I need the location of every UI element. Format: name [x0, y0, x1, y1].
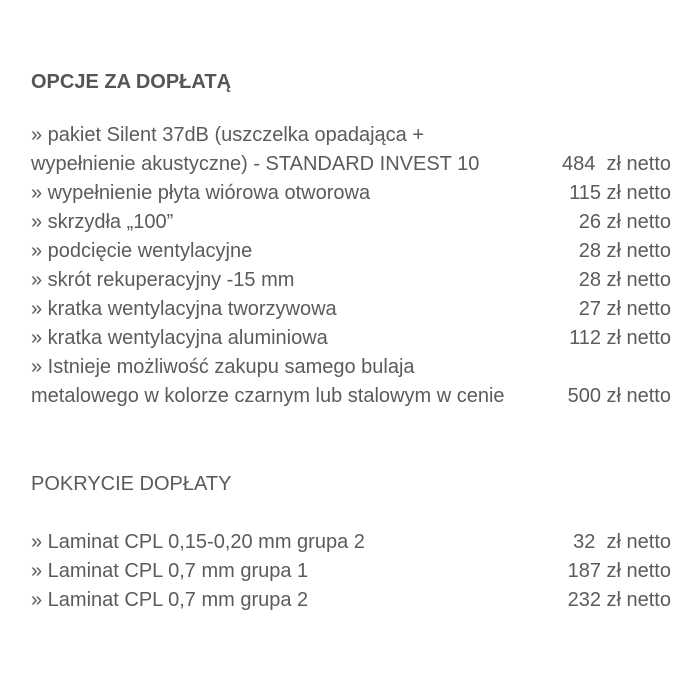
list-item [31, 528, 671, 557]
covering-description: » Laminat CPL 0,7 mm grupa 1 [31, 560, 309, 582]
covering-description: » Laminat CPL 0,15-0,20 mm grupa 2 [31, 531, 365, 553]
option-description: » kratka wentylacyjna tworzywowa [31, 298, 337, 320]
section-title-opcje: OPCJE ZA DOPŁATĄ [31, 71, 232, 93]
list-item [31, 208, 671, 237]
option-description: » podcięcie wentylacyjne [31, 240, 253, 262]
option-description: » Istnieje możliwość zakupu samego bulaja metalowego w kolorze czarnym lub stalowym w cenie [31, 356, 505, 407]
option-price: 28 zł netto [578, 269, 671, 291]
list-item [31, 237, 671, 266]
covering-price: 32 zł netto [573, 531, 671, 553]
option-price: 28 zł netto [578, 240, 671, 262]
option-description: » wypełnienie płyta wiórowa otworowa [31, 182, 371, 204]
list-item [31, 586, 671, 615]
option-price: 112 zł netto [569, 327, 671, 349]
coverings-list [31, 528, 671, 615]
covering-price: 187 zł netto [567, 560, 671, 582]
list-item [31, 353, 671, 411]
option-description: » skrót rekuperacyjny -15 mm [31, 269, 295, 291]
option-price: 484 zł netto [562, 153, 671, 175]
option-description: » skrzydła „100” [31, 211, 174, 233]
section-title-pokrycie: POKRYCIE DOPŁATY [31, 473, 232, 495]
list-item [31, 557, 671, 586]
option-price: 26 zł netto [578, 211, 671, 233]
list-item [31, 295, 671, 324]
option-description: » pakiet Silent 37dB (uszczelka opadająca + wypełnienie akustyczne) - STANDARD INVEST 10 [31, 124, 480, 175]
covering-price: 232 zł netto [567, 589, 671, 611]
option-description: » kratka wentylacyjna aluminiowa [31, 327, 328, 349]
list-item [31, 121, 671, 179]
option-price: 27 zł netto [578, 298, 671, 320]
covering-description: » Laminat CPL 0,7 mm grupa 2 [31, 589, 309, 611]
list-item [31, 324, 671, 353]
list-item [31, 179, 671, 208]
list-item [31, 266, 671, 295]
option-price: 115 zł netto [569, 182, 671, 204]
option-price: 500 zł netto [567, 385, 671, 407]
options-list [31, 121, 671, 411]
